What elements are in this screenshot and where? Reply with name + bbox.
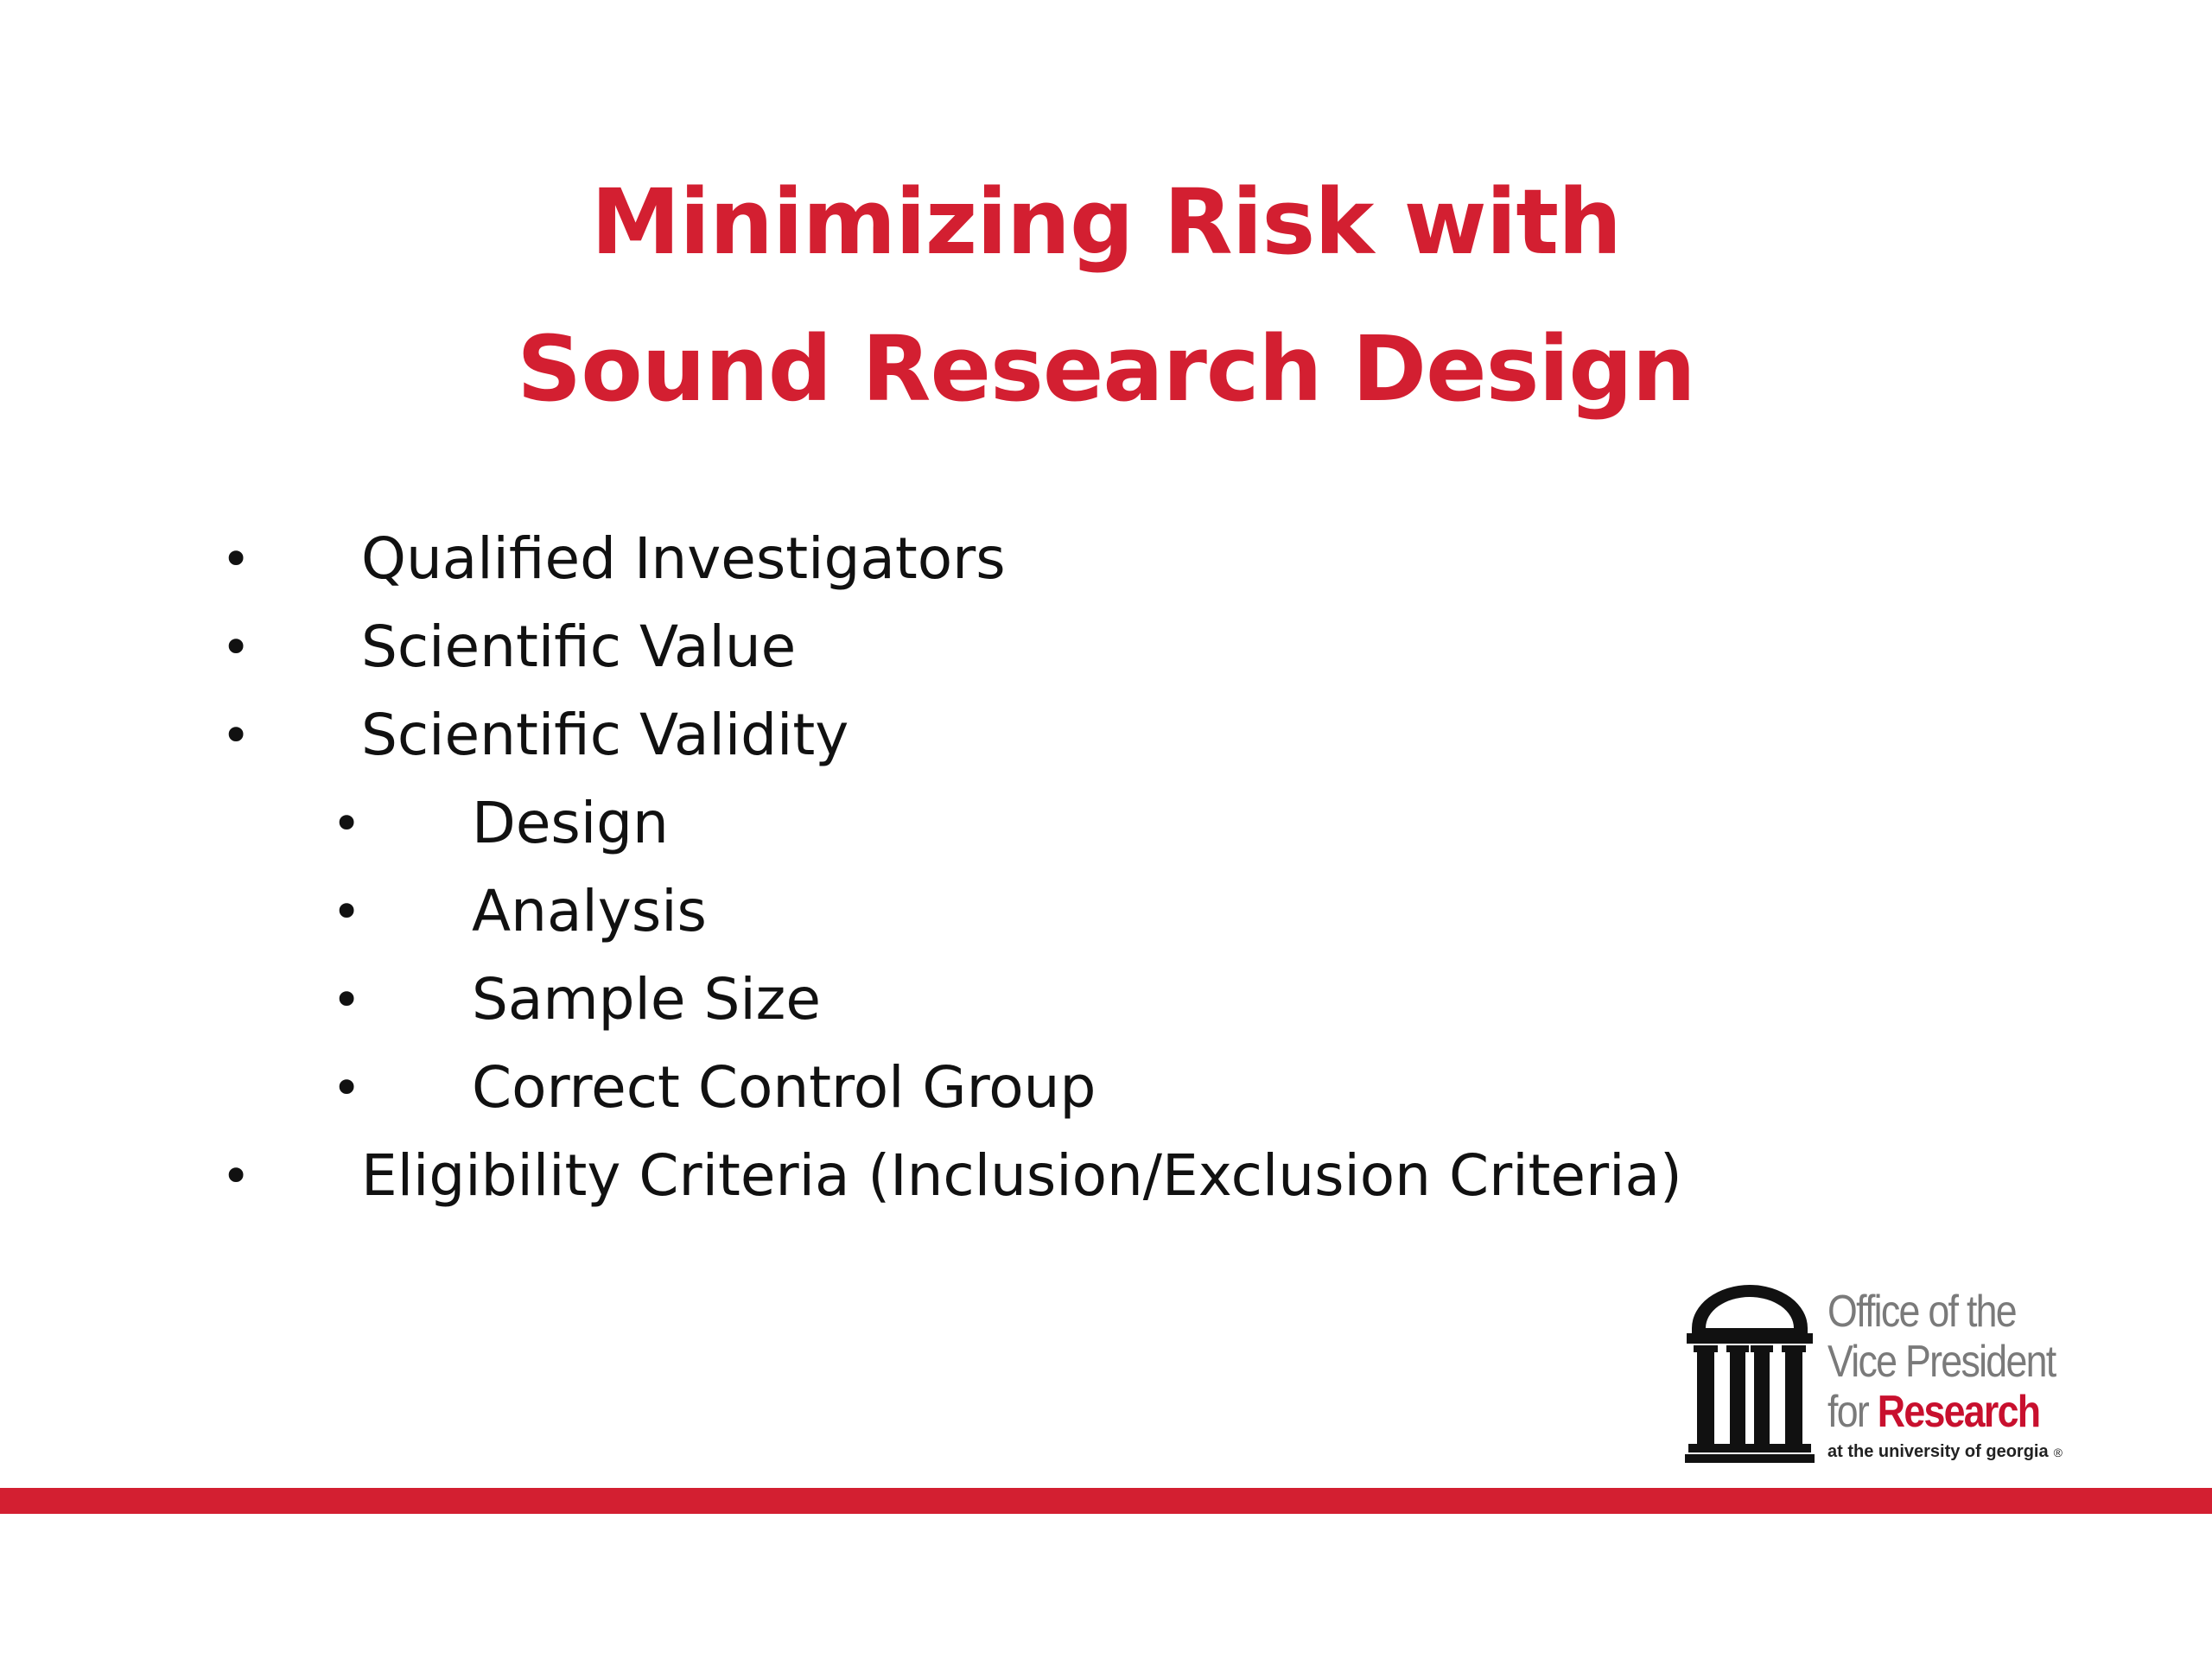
logo-research-word: Research: [1877, 1387, 2040, 1437]
bullet-item-sample-size: [0, 956, 2212, 1044]
logo-line-1: Office of the: [1827, 1287, 2016, 1337]
logo-line-3-prefix: for: [1827, 1387, 1878, 1437]
bullet-text: Analysis: [472, 878, 707, 944]
bullet-text: Eligibility Criteria (Inclusion/Exclusion Criteria): [361, 1142, 1682, 1209]
arch-icon: [1685, 1283, 1815, 1465]
logo-subline: [1827, 1442, 2121, 1462]
bullet-item-scientific-validity: [0, 691, 2212, 779]
bullet-text: Scientific Value: [361, 613, 797, 680]
title-line-2: Sound Research Design: [517, 316, 1695, 422]
logo-wordmark: [1827, 1287, 2121, 1462]
bullet-marker: •: [332, 1058, 362, 1117]
bullet-marker: •: [332, 882, 362, 941]
slide-title: [0, 149, 2212, 442]
ovpr-logo: [1685, 1283, 2117, 1473]
footer-accent-bar: [0, 1488, 2212, 1514]
bullet-item-design: [0, 779, 2212, 868]
logo-line-3: [1827, 1387, 2080, 1437]
bullet-text: Correct Control Group: [472, 1054, 1096, 1121]
bullet-item-qualified-investigators: [0, 515, 2212, 603]
bullet-marker: •: [221, 706, 251, 765]
bullet-marker: •: [332, 794, 362, 853]
bullet-marker: •: [221, 530, 251, 588]
bullet-text: Sample Size: [472, 966, 821, 1033]
bullet-marker: •: [332, 970, 362, 1029]
bullet-marker: •: [221, 618, 251, 677]
bullet-text: Scientific Validity: [361, 702, 849, 768]
bullet-text: Design: [472, 790, 669, 856]
bullet-text: Qualified Investigators: [361, 525, 1006, 592]
bullet-list: [0, 515, 2212, 1220]
registered-mark: ®: [2053, 1446, 2063, 1459]
bullet-marker: •: [221, 1147, 251, 1205]
bullet-item-eligibility-criteria: [0, 1132, 2212, 1220]
logo-subline-text: at the university of georgia: [1827, 1442, 2049, 1461]
bullet-item-scientific-value: [0, 603, 2212, 691]
title-line-1: Minimizing Risk with: [590, 169, 1622, 275]
bullet-item-correct-control-group: [0, 1044, 2212, 1132]
logo-line-2: Vice President: [1827, 1337, 2056, 1387]
bullet-item-analysis: [0, 868, 2212, 956]
